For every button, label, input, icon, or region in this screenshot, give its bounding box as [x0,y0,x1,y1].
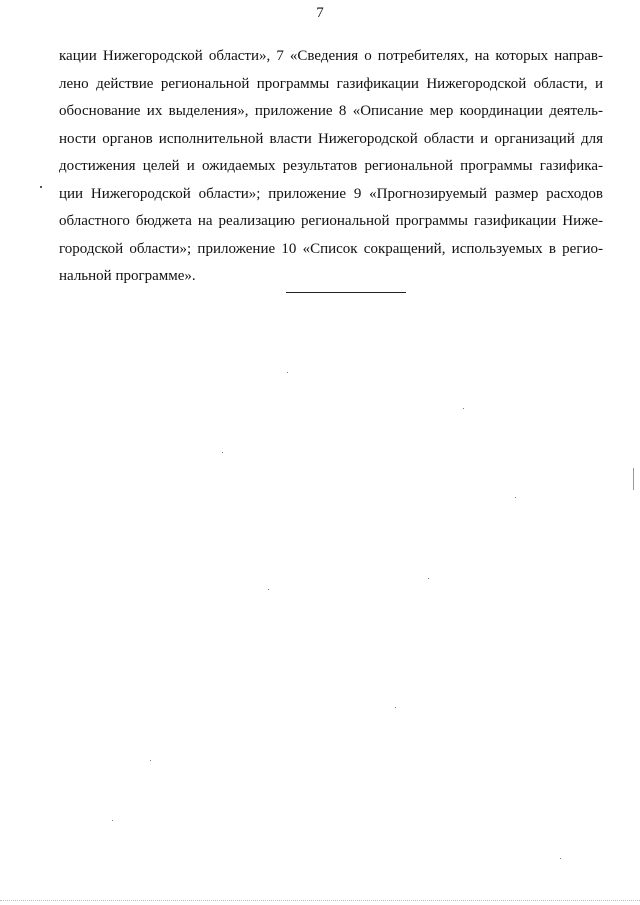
text-line: областного бюджета на реализацию региональной программы газификации Ниже- [59,213,603,229]
end-separator-line [286,292,406,293]
scan-bottom-edge [0,900,640,905]
text-line: лено действие региональной программы газификации Нижегородской области, и [59,75,603,92]
scan-speck [268,589,269,590]
margin-mark [40,186,42,188]
text-line: городской области»; приложение 10 «Список сокращений, используемых в регио- [59,240,603,257]
text-line: достижения целей и ожидаемых результатов региональной программы газифика- [59,158,603,174]
scan-speck [112,820,113,821]
scan-speck [222,452,223,453]
body-paragraph [59,43,603,291]
text-line: кации Нижегородской области», 7 «Сведения о потребителях, на которых направ- [59,48,603,64]
scan-speck [428,578,429,579]
scan-speck [150,760,151,761]
scan-speck [395,707,396,708]
scan-speck [515,497,516,498]
page-number: 7 [316,5,324,21]
scan-edge-mark [633,468,634,490]
text-line: ности органов исполнительной власти Нижегородской области и организаций для [59,130,603,147]
text-line: ции Нижегородской области»; приложение 9 «Прогнозируемый размер расходов [59,185,603,202]
scan-speck [560,858,561,859]
scan-speck [287,372,288,373]
scan-speck [463,408,464,409]
text-line: нальной программе». [59,268,196,284]
text-line: обоснование их выделения», приложение 8 «Описание мер координации деятель- [59,103,603,119]
